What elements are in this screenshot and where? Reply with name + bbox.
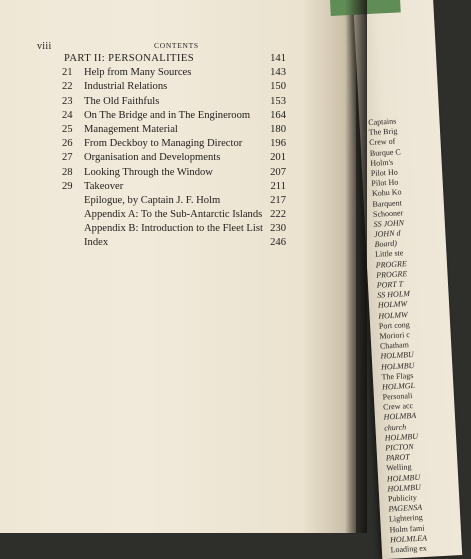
right-page-line: Moriori c — [379, 330, 411, 341]
toc-page-number: 230 — [270, 223, 286, 235]
toc-page-number: 246 — [270, 237, 286, 249]
toc-page-number: 211 — [270, 180, 286, 192]
right-page-line: PICTON — [385, 442, 414, 453]
toc-page-number: 217 — [270, 194, 286, 206]
right-page-line: HOLMBU — [384, 431, 419, 443]
right-page-line: Board) — [374, 238, 398, 250]
toc-page-number: 196 — [270, 138, 286, 150]
toc-page-number: 180 — [270, 123, 286, 135]
toc-entry — [62, 236, 286, 250]
right-page-line: Welling — [386, 462, 412, 473]
toc-entry — [62, 80, 286, 94]
right-page-line: The Brig — [368, 126, 398, 138]
right-page-line: Pilot Ho — [370, 167, 399, 178]
toc-entry-title: Looking Through the Window — [84, 166, 213, 178]
toc-chapter-number: 23 — [62, 95, 73, 107]
toc-chapter-number: 24 — [62, 109, 73, 121]
right-page-line: HOLMLEA — [389, 533, 428, 545]
toc-page-number: 222 — [270, 209, 286, 221]
toc-entry-title: Organisation and Developments — [84, 152, 221, 164]
toc-entry-title: Appendix B: Introduction to the Fleet List — [84, 223, 263, 235]
right-page-line: HOLMBU — [380, 350, 415, 361]
toc-entry-title: On The Bridge and in The Engineroom — [84, 109, 251, 121]
toc-page-number: 201 — [270, 152, 286, 164]
right-page-line: Loading ex — [390, 543, 428, 555]
right-page-line: HOLMBA — [383, 411, 417, 423]
toc-entry-title: Industrial Relations — [84, 81, 168, 93]
toc-entry-title: Epilogue, by Captain J. F. Holm — [84, 194, 221, 206]
running-head: CONTENTS — [154, 41, 199, 50]
toc-page-number: 150 — [270, 81, 286, 93]
toc-chapter-number: 25 — [62, 123, 73, 135]
toc-page-number: 153 — [270, 95, 286, 107]
right-page-line: HOLMW — [378, 309, 408, 321]
toc-page-number: 141 — [270, 53, 286, 64]
table-of-contents — [62, 52, 286, 251]
toc-entry — [62, 95, 286, 109]
toc-part-heading — [62, 52, 286, 66]
toc-chapter-number: 22 — [62, 81, 73, 93]
book-gutter — [345, 0, 367, 533]
toc-entry — [62, 137, 286, 151]
right-page-line: Burque C — [369, 146, 401, 158]
right-page-line: Barquent — [372, 197, 403, 209]
right-page-line: Crew acc — [382, 401, 414, 412]
toc-entry — [62, 109, 286, 123]
toc-entry — [62, 166, 286, 180]
toc-entry — [62, 208, 286, 222]
right-page-line: Personali — [382, 391, 413, 402]
toc-entry-title: Help from Many Sources — [84, 67, 192, 79]
right-page-line: HOLMBU — [386, 472, 421, 484]
toc-entry-title: Management Material — [84, 123, 178, 135]
right-page-line: SS JOHN — [373, 218, 405, 229]
right-page-line: PROGRE — [375, 258, 408, 270]
right-page-line: Holm's — [370, 157, 394, 168]
toc-chapter-number: 29 — [62, 180, 73, 192]
right-page-line: Holm fami — [389, 523, 425, 534]
toc-entry — [62, 123, 286, 137]
toc-page-number: 164 — [270, 109, 286, 121]
toc-entry — [62, 222, 286, 236]
toc-chapter-number: 28 — [62, 166, 73, 178]
toc-chapter-number: 26 — [62, 138, 73, 150]
right-page-line: Publicity — [387, 492, 418, 504]
right-page-line: Little ste — [374, 248, 404, 260]
toc-entry — [62, 194, 286, 208]
right-page-line: HOLMBU — [380, 360, 415, 372]
right-page-line: PORT T — [376, 279, 404, 290]
right-page-line: Port cong — [378, 319, 410, 331]
page-number: viii — [37, 41, 52, 52]
right-page-line: HOLMGL — [381, 380, 416, 392]
right-page-line: Pilot Ho — [371, 177, 399, 189]
toc-entry-title: From Deckboy to Managing Director — [84, 138, 243, 150]
toc-chapter-number: 27 — [62, 152, 73, 164]
right-page-line: SS HOLM — [377, 289, 411, 300]
toc-entry — [62, 151, 286, 165]
toc-entry — [62, 180, 286, 194]
right-page-line: JOHN d — [373, 228, 401, 239]
right-page-line: HOLMBU — [387, 482, 421, 494]
toc-entry-title: Appendix A: To the Sub-Antarctic Islands — [84, 209, 263, 221]
toc-entry — [62, 66, 286, 80]
right-page-line: The Flags — [381, 370, 414, 382]
toc-page-number: 143 — [270, 67, 286, 79]
toc-entry-title: The Old Faithfuls — [84, 95, 160, 107]
right-page-line: Kohu Ko — [371, 187, 402, 199]
toc-page-number: 207 — [270, 166, 286, 178]
toc-entry-title: PART II: PERSONALITIES — [64, 53, 195, 64]
right-page-line: PAGENSA — [388, 502, 423, 514]
right-page-line: Captains — [368, 116, 397, 127]
right-page-line: PROGRE — [375, 268, 408, 280]
right-page-line: Schooner — [372, 207, 404, 219]
right-page-line: PAROT — [385, 452, 410, 463]
right-page-line: HOLMW — [377, 299, 408, 311]
toc-entry-title: Takeover — [84, 180, 124, 192]
right-page-line: Lightering — [388, 513, 423, 524]
toc-entry-title: Index — [84, 237, 109, 249]
toc-chapter-number: 21 — [62, 67, 73, 79]
right-page-line: Crew of — [369, 136, 396, 148]
right-page-line: Chatham — [379, 340, 410, 351]
right-page-line: church — [383, 422, 407, 433]
